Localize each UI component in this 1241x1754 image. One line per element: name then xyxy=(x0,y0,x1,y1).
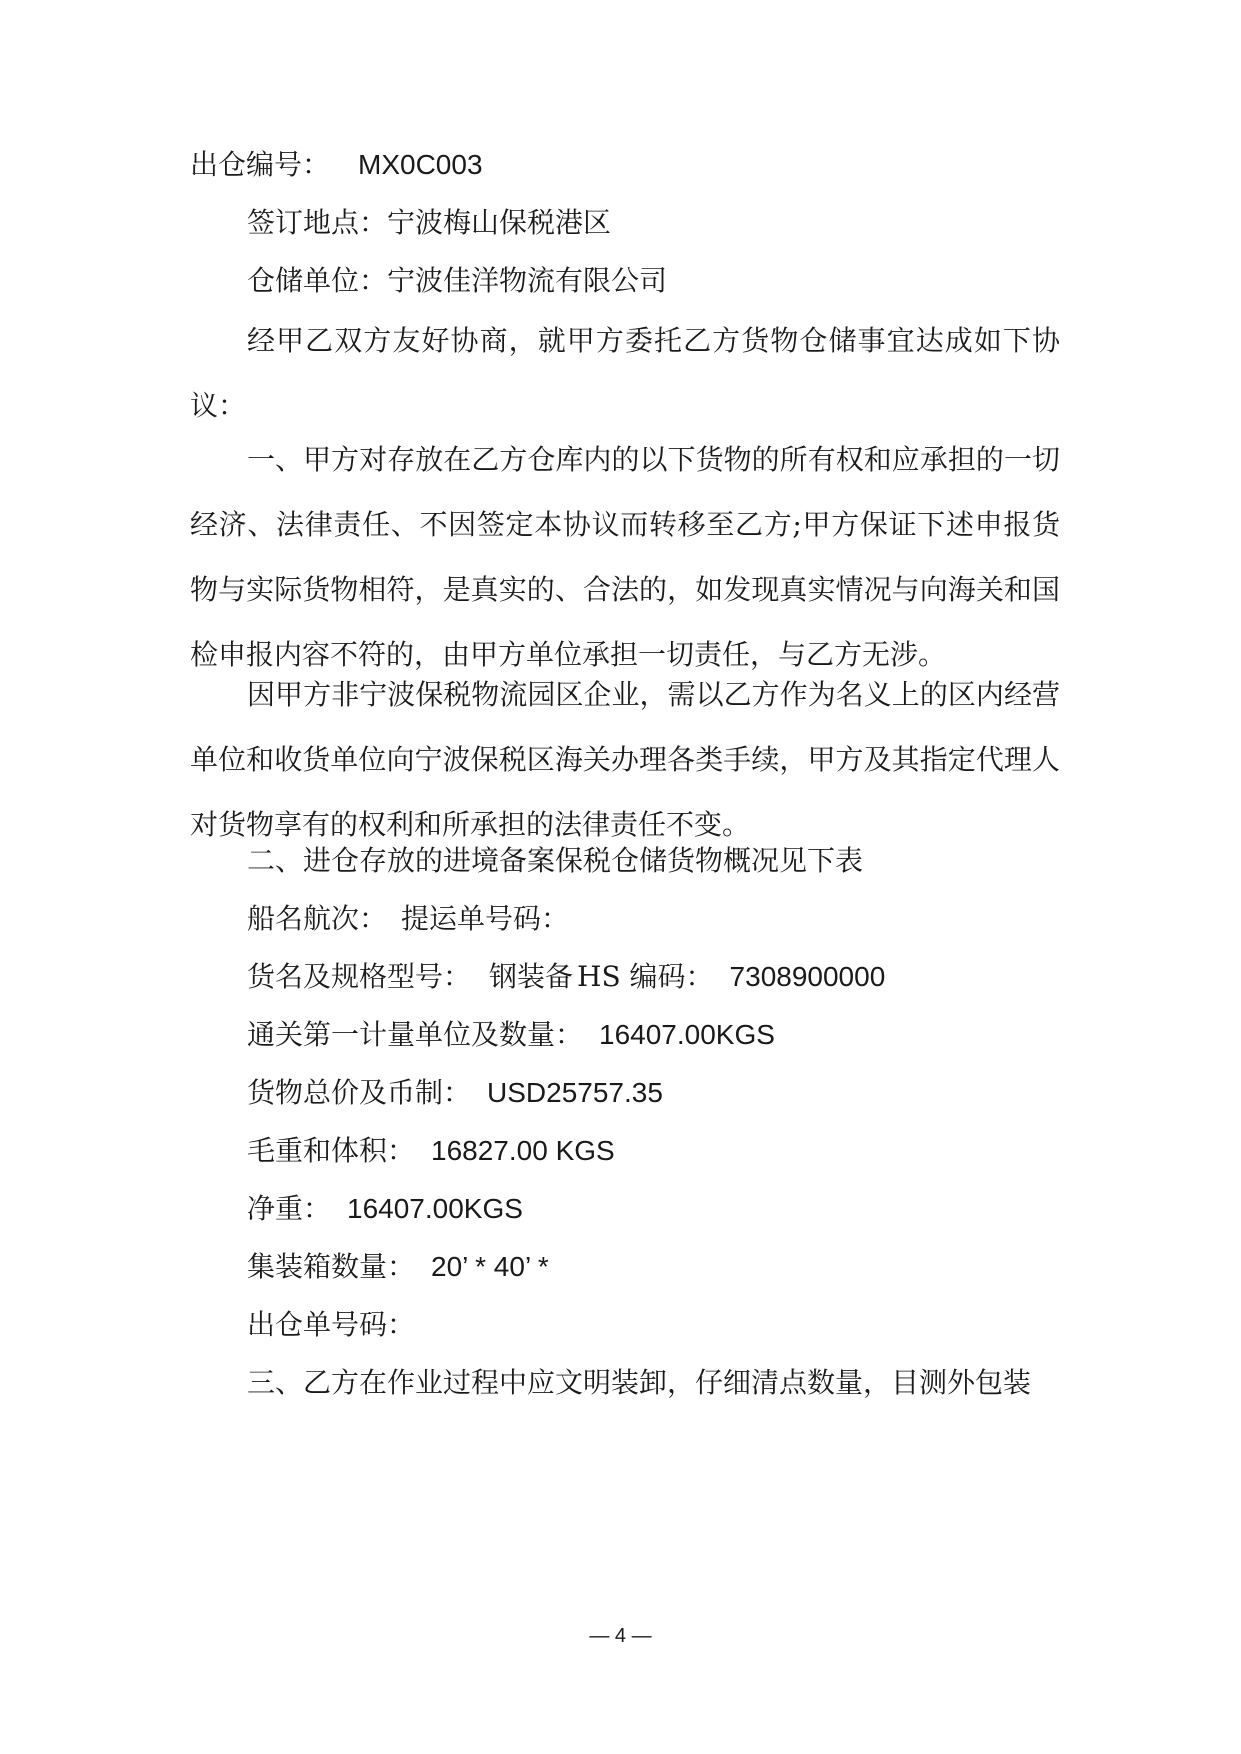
gross-weight-value: 16827.00 KGS xyxy=(431,1135,615,1166)
intro-paragraph: 经甲乙双方友好协商，就甲方委托乙方货物仓储事宜达成如下协议： xyxy=(190,324,1060,422)
total-price-line xyxy=(247,1073,663,1113)
unit-quantity-label: 通关第一计量单位及数量： xyxy=(247,1018,584,1051)
container-count-line xyxy=(247,1247,549,1287)
container-count-value: 20’ * 40’ * xyxy=(431,1251,549,1282)
total-price-value: USD25757.35 xyxy=(487,1077,663,1108)
bill-of-lading-label: 提运单号码： xyxy=(401,902,570,935)
container-count-label: 集装箱数量： xyxy=(247,1250,416,1283)
clause-2-title: 二、进仓存放的进境备案保税仓储货物概况见下表 xyxy=(247,844,864,877)
net-weight-line xyxy=(247,1189,523,1229)
gross-weight-line xyxy=(247,1131,615,1171)
unit-quantity-line xyxy=(247,1015,775,1055)
vessel-label: 船名航次： xyxy=(247,902,388,935)
clause-1b-paragraph: 因甲方非宁波保税物流园区企业，需以乙方作为名义上的区内经营单位和收货单位向宁波保税区海关办理各类手续，甲方及其指定代理人对货物享有的权利和所承担的法律责任不变。 xyxy=(190,678,1060,841)
outbound-number-label: 出仓编号： xyxy=(190,148,331,181)
net-weight-label: 净重： xyxy=(247,1192,332,1225)
page-number: — 4 — xyxy=(589,1625,652,1647)
clause-1-paragraph: 一、甲方对存放在乙方仓库内的以下货物的所有权和应承担的一切经济、法律责任、不因签定本协议而转移至乙方;甲方保证下述申报货物与实际货物相符，是真实的、合法的，如发现真实情况与向海关和国检申报内容不符的，由甲方单位承担一切责任，与乙方无涉。 xyxy=(190,443,1060,671)
net-weight-value: 16407.00KGS xyxy=(347,1193,523,1224)
outbound-doc-line: 出仓单号码： xyxy=(247,1308,416,1341)
clause-3-paragraph: 三、乙方在作业过程中应文明装卸，仔细清点数量，目测外包装 xyxy=(247,1366,1032,1399)
storage-unit-line: 仓储单位：宁波佳洋物流有限公司 xyxy=(247,264,668,297)
vessel-line xyxy=(247,899,569,939)
goods-name-value: 钢装备 xyxy=(489,960,574,993)
outbound-number-line xyxy=(190,145,483,185)
total-price-label: 货物总价及币制： xyxy=(247,1076,472,1109)
goods-name-label: 货名及规格型号： xyxy=(247,960,472,993)
gross-weight-label: 毛重和体积： xyxy=(247,1134,416,1167)
sign-place-line: 签订地点：宁波梅山保税港区 xyxy=(247,206,612,239)
hs-code-label: HS 编码： xyxy=(577,960,714,993)
unit-quantity-value: 16407.00KGS xyxy=(599,1019,775,1050)
outbound-number-value: MX0C003 xyxy=(358,149,483,180)
goods-name-line xyxy=(247,957,885,997)
hs-code-value: 7308900000 xyxy=(729,961,886,992)
